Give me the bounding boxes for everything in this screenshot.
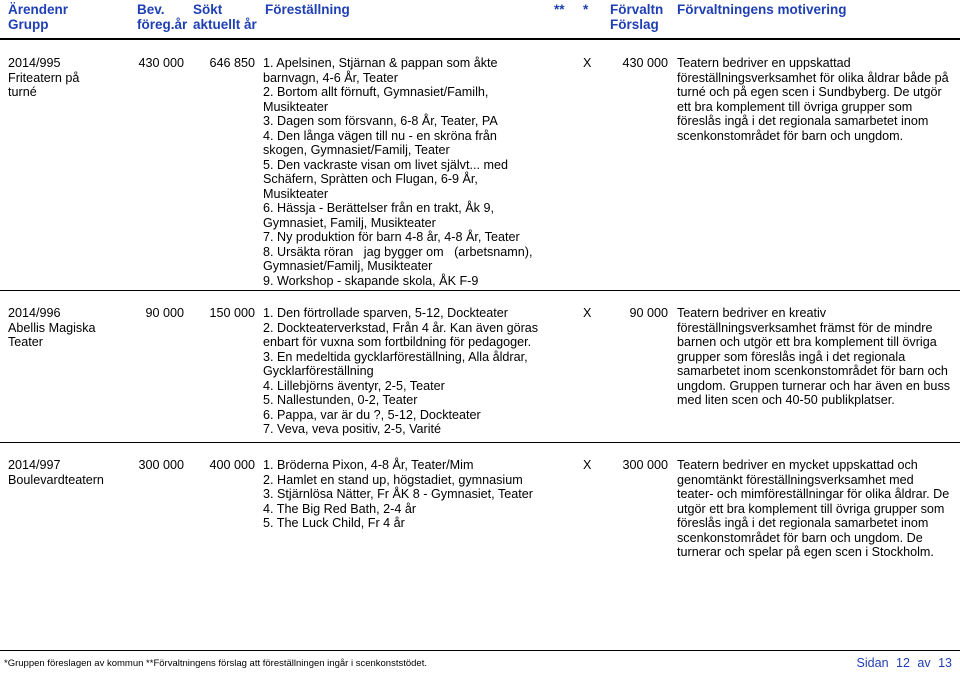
list-item: Gymnasiet/Familj, Musikteater [263, 259, 433, 273]
col-bev-label: Bev. [137, 2, 165, 17]
sokt-value: 400 000 [209, 458, 255, 472]
motivering-text [677, 458, 949, 560]
list-item: Musikteater [263, 186, 329, 201]
motivering-line: turnerar och spelar på egen scen i Stockholm. [677, 545, 934, 559]
motivering-line: samarbetet inom scenkonstområdet för barn och [677, 364, 948, 378]
footer-divider [0, 650, 960, 651]
motivering-line: turné och på egen scen i Sundbyberg. De utgör [677, 85, 942, 99]
motivering-line: genomtänkt föreställningsverksamhet med [677, 472, 914, 487]
motivering-line: föreslås ingå i det regionala samarbetet inom [677, 516, 929, 530]
list-item: 6. Hässja - Berättelser från en trakt, Åk 9, [263, 201, 494, 215]
list-item: enbart för vuxna som fortbildning för pedagoger. [263, 335, 532, 349]
table-header [0, 0, 960, 33]
list-item: 3. Stjärnlösa Nätter, Fr ÅK 8 - Gymnasiet, Teater [263, 487, 533, 501]
col-star [583, 2, 588, 17]
list-item: 8. Ursäkta röran jag bygger om (arbetsnamn), [263, 244, 533, 259]
motivering-line: föreställningsverksamhet för olika åldrar både på [677, 70, 949, 85]
footnote: *Gruppen föreslagen av kommun **Förvaltningens förslag att föreställningen ingår i scenkonststödet. [4, 658, 427, 669]
page-of-label: av [917, 656, 931, 670]
col-sokt-label: Sökt [193, 2, 223, 17]
col-stars [554, 2, 565, 17]
forestallning-list [263, 458, 533, 531]
page-current: 12 [896, 656, 910, 670]
group-name: Friteatern på [8, 70, 80, 85]
col-arendenr [8, 2, 68, 32]
motivering-text [677, 306, 950, 408]
list-item: 1. Bröderna Pixon, 4-8 År, Teater/Mim [263, 458, 474, 472]
list-item: Musikteater [263, 99, 329, 114]
forslag-value: 90 000 [629, 306, 668, 320]
col-forvaltn-label: Förvaltn [610, 2, 664, 17]
list-item: 6. Pappa, var är du ?, 5-12, Dockteater [263, 407, 481, 422]
bev-value: 90 000 [145, 306, 184, 320]
motivering-line: Teatern bedriver en uppskattad [677, 56, 851, 70]
motivering-line: teater- och mimföreställningar för olika åldrar. De [677, 487, 950, 501]
forestallning-list [263, 306, 538, 437]
page-label: Sidan [856, 656, 889, 670]
list-item: 1. Den förtrollade sparven, 5-12, Dockteater [263, 306, 509, 320]
list-item: 4. Den långa vägen till nu - en skröna från [263, 128, 497, 143]
forestallning-list [263, 56, 532, 288]
col-forestallning-label: Föreställning [265, 2, 350, 17]
motivering-line: grupper som föreslås ingå i det regionala [677, 349, 906, 364]
group-name: turné [8, 85, 37, 99]
motivering-line: barnen och utgör ett bra komplement till övriga [677, 335, 937, 349]
list-item: 5. Den vackraste visan om livet självt... med [263, 157, 508, 172]
row-divider [0, 442, 960, 443]
motivering-line: scenkonstområdet för barn och ungdom. [677, 128, 904, 143]
col-foreg-label: föreg.år [137, 17, 188, 32]
col-sokt [193, 2, 257, 32]
list-item: 4. The Big Red Bath, 2-4 år [263, 501, 417, 516]
list-item: Gycklarföreställning [263, 364, 374, 378]
col-motivering-label: Förvaltningens motivering [677, 2, 847, 17]
col-star-label: * [583, 2, 589, 17]
col-aktuellt-label: aktuellt år [193, 17, 257, 32]
list-item: 4. Lillebjörns äventyr, 2-5, Teater [263, 378, 445, 393]
forvaltn-mark: X [583, 458, 592, 472]
page-total: 13 [938, 656, 952, 670]
col-motivering [677, 2, 847, 17]
sokt-value: 150 000 [209, 306, 255, 320]
header-divider [0, 38, 960, 40]
motivering-text [677, 56, 949, 143]
group-name: Teater [8, 335, 44, 349]
motivering-line: Teatern bedriver en kreativ [677, 306, 827, 320]
list-item: 7. Ny produktion för barn 4-8 år, 4-8 År, Teater [263, 230, 520, 244]
col-stars-label: ** [554, 2, 565, 17]
list-item: Gymnasiet, Familj, Musikteater [263, 215, 436, 230]
list-item: 9. Workshop - skapande skola, ÅK F-9 [263, 273, 479, 288]
list-item: 7. Veva, veva positiv, 2-5, Varité [263, 422, 442, 436]
page-number [853, 656, 952, 670]
list-item: 1. Apelsinen, Stjärnan & pappan som åkte [263, 56, 498, 70]
list-item: 2. Hamlet en stand up, högstadiet, gymnasium [263, 472, 523, 487]
list-item: 2. Dockteaterverkstad, Från 4 år. Kan även göras [263, 320, 539, 335]
motivering-line: ett bra komplement till övriga grupper som [677, 99, 913, 114]
list-item: 5. Nallestunden, 0-2, Teater [263, 393, 418, 407]
motivering-line: föreställningsverksamhet främst för de mindre [677, 320, 933, 335]
list-item: skogen, Gymnasiet/Familj, Teater [263, 143, 450, 157]
arende-nr: 2014/997 [8, 458, 61, 472]
motivering-line: utgör ett bra komplement till övriga grupper som [677, 501, 945, 516]
arende-cell [8, 306, 96, 350]
col-arendenr-label: Ärendenr [8, 2, 69, 17]
list-item: 3. En medeltida gycklarföreställning, Alla åldrar, [263, 349, 528, 364]
list-item: Schäfern, Spràtten och Flugan, 6-9 År, [263, 172, 478, 186]
list-item: 2. Bortom allt förnuft, Gymnasiet/Familh, [263, 85, 489, 99]
motivering-line: scenkonstområdet för barn och ungdom. De [677, 530, 923, 545]
motivering-line: med liten scen och 40-50 publikplatser. [677, 393, 895, 407]
group-name: Abellis Magiska [8, 320, 96, 335]
arende-cell [8, 458, 104, 487]
forslag-value: 300 000 [622, 458, 668, 472]
col-forslag-label: Förslag [610, 17, 659, 32]
forslag-value: 430 000 [622, 56, 668, 70]
motivering-line: föreslås ingå i det regionala samarbetet inom [677, 114, 929, 128]
list-item: 5. The Luck Child, Fr 4 år [263, 516, 405, 530]
forvaltn-mark: X [583, 56, 592, 70]
col-forvaltn [610, 2, 663, 32]
motivering-line: ungdom. Gruppen turnerar och har även en buss [677, 378, 951, 393]
bev-value: 430 000 [138, 56, 184, 70]
sokt-value: 646 850 [209, 56, 255, 70]
arende-nr: 2014/995 [8, 56, 61, 70]
arende-cell [8, 56, 79, 100]
col-forestallning [265, 2, 350, 17]
motivering-line: Teatern bedriver en mycket uppskattad och [677, 458, 918, 472]
row-divider [0, 290, 960, 291]
bev-value: 300 000 [138, 458, 184, 472]
forvaltn-mark: X [583, 306, 592, 320]
list-item: barnvagn, 4-6 År, Teater [263, 70, 398, 85]
col-bev [137, 2, 187, 32]
col-grupp-label: Grupp [8, 17, 49, 32]
arende-nr: 2014/996 [8, 306, 61, 320]
group-name: Boulevardteatern [8, 472, 104, 487]
list-item: 3. Dagen som försvann, 6-8 År, Teater, PA [263, 114, 498, 128]
